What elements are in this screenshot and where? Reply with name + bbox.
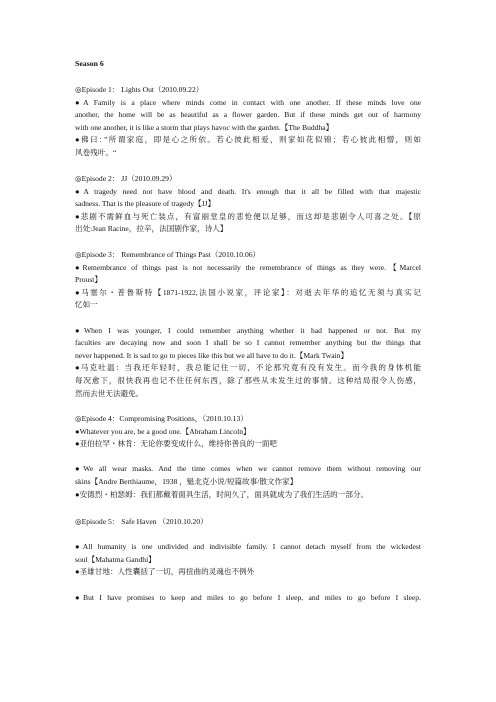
episode-4	[75, 413, 421, 501]
quote-line: ●安德烈・柏瑟姆：我们都戴着面具生活，时间久了，面具就成为了我们生活的一部分。	[75, 489, 369, 499]
episode-heading: ◎Episode 3： Remembrance of Things Past（2010.10.06）	[75, 250, 261, 259]
quote-line: 然而去世无法避免。	[75, 388, 144, 398]
quote-line: ●亚伯拉罕・林肯：无论你要变成什么，维持你善良的一面吧	[75, 439, 278, 449]
quote-line: ●Remembrance of things past is not necessarily the remembrance of things as they were.【Marcel	[75, 262, 421, 272]
quote-line: faculties are decaying now and soon I shall be so I cannot remember anything but the things that	[75, 338, 421, 348]
quote-line: never happened. It is sad to go to pieces like this but we all have to do it.【Mark Twain】	[75, 350, 349, 360]
quote-line: 每况愈下，很快我再也记不住任何东西，除了那些从未发生过的事情。这种结局很令人伤感，	[75, 375, 421, 385]
episode-heading: ◎Episode 4：Compromising Positions，（2010.10.13）	[75, 414, 248, 423]
blank-line	[75, 312, 421, 325]
quote-line: ●All humanity is one undivided and indivisible family. I cannot detach myself from the wickedest	[75, 542, 421, 552]
document-title: Season 6	[75, 59, 104, 68]
quote-line: another, the home will be as beautiful as a flower garden. But if these minds get out of harmony	[75, 110, 421, 120]
quote-line: 出处:Jean Racine，拉辛，法国剧作家，诗人】	[75, 224, 228, 234]
quote-line: 忆如一	[75, 300, 98, 310]
quote-line: ●A Family is a place where minds come in contact with one another. If these minds love one	[75, 97, 421, 107]
episode-heading: ◎Episode 5： Safe Haven （2010.10.20）	[75, 517, 208, 526]
quote-line: ●We all wear masks. And the time comes when we cannot remove them without removing our	[75, 464, 421, 474]
quote-line: Proust】	[75, 275, 103, 285]
quote-line: skins【Andre Berthiaume，1938 ，魁北克小说/短篇故事/散文作家】	[75, 476, 298, 486]
quote-line: ●佛曰：”所谓家庭，即是心之所依。若心彼此相爱，则家如花似锦；若心彼此相憎，则如	[75, 135, 421, 145]
quote-line: ●When I was younger, I could remember anything whether it had happened or not. But my	[75, 325, 421, 335]
episode-1	[75, 84, 421, 160]
blank-line	[75, 451, 421, 464]
quote-line: sadness. That is the pleasure of tragedy【JJ】	[75, 199, 216, 209]
episode-5	[75, 516, 421, 604]
quote-line: with one another, it is like a storm that plays havoc with the garden.【The Buddha】	[75, 122, 334, 132]
quote-line: ●Whatever you are, be a good one.【Abraham Lincoln】	[75, 426, 251, 436]
quote-line: 风卷残叶。“	[75, 147, 117, 157]
episode-3	[75, 249, 421, 400]
quote-line: ●悲剧不需鲜血与死亡装点，有富丽堂皇的悲怆便以足够，而这却是悲剧令人可喜之处。【原	[75, 211, 421, 221]
quote-line: ●马克吐温：当我还年轻时，我总能记住一切，不论那究竟有没有发生。而今我的身体机能	[75, 363, 421, 373]
episode-2	[75, 173, 421, 236]
quote-line: ●圣雄甘地：人性囊括了一切，再扭曲的灵魂也不例外	[75, 567, 255, 577]
quote-line: soul【Mahatma Gandhi】	[75, 554, 156, 564]
quote-line: ●A tragedy need not have blood and death. It's enough that it all be filled with that majestic	[75, 186, 421, 196]
blank-line	[75, 529, 421, 542]
quote-line: ●马塞尔・普鲁斯特【1871-1922,法国小说家，评论家】：对逝去年华的追忆无须与真实记	[75, 287, 421, 297]
episode-heading: ◎Episode 2： JJ（2010.09.29）	[75, 174, 177, 183]
blank-line	[75, 579, 421, 592]
quote-line: ●But I have promises to keep and miles to go before I sleep, and miles to go before I sleep.	[75, 592, 421, 602]
episode-heading: ◎Episode 1： Lights Out（2010.09.22）	[75, 85, 204, 94]
